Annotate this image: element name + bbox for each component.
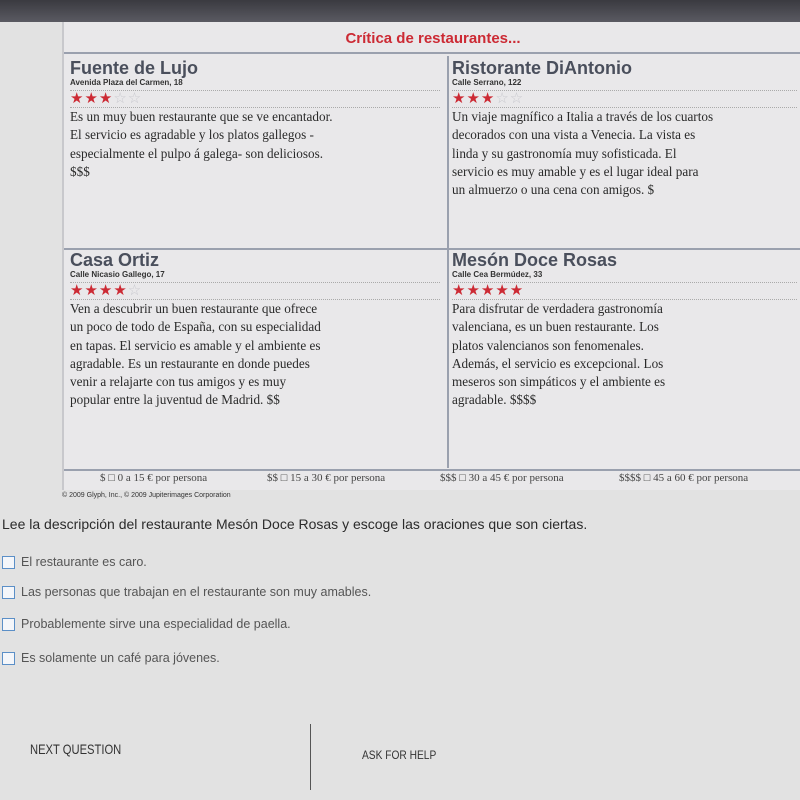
filled-stars-icon: ★★★★★ — [452, 282, 525, 299]
option-friendly-staff[interactable] — [2, 585, 371, 599]
restaurant-card-casa-ortiz — [70, 250, 440, 410]
option-paella[interactable] — [2, 617, 291, 631]
filled-stars-icon: ★★★ — [70, 90, 114, 107]
checkbox[interactable] — [2, 586, 15, 599]
checkbox[interactable] — [2, 556, 15, 569]
restaurant-name: Casa Ortiz — [70, 250, 160, 270]
restaurant-name: Fuente de Lujo — [70, 58, 198, 78]
next-question-button[interactable]: NEXT QUESTION — [30, 741, 122, 757]
option-label: Las personas que trabajan en el restaurante son muy amables. — [21, 585, 372, 599]
ask-for-help-button[interactable]: ASK FOR HELP — [362, 748, 437, 762]
checkbox[interactable] — [2, 618, 15, 631]
restaurant-description: Ven a descubrir un buen restaurante que ofrece un poco de todo de España, con su especialidad en tapas. El servicio es amable y el ambiente es agradable. Es un restaurante en donde puedes venir a relajarte con tus amigos y es muy popular entre la juventud de Madrid. $$ — [70, 301, 321, 408]
restaurant-name: Ristorante DiAntonio — [452, 58, 632, 78]
star-rating — [70, 282, 440, 300]
empty-stars-icon: ☆☆ — [495, 90, 525, 107]
legend-divider — [64, 469, 800, 471]
empty-stars-icon: ☆ — [127, 282, 143, 299]
option-expensive[interactable] — [2, 555, 147, 569]
star-rating — [452, 282, 797, 300]
restaurant-description: Es un muy buen restaurante que se ve encantador. El servicio es agradable y los platos gallegos -especialmente el pulpo á galega- son deliciosos. $$$ — [70, 109, 333, 179]
option-cafe-for-youth[interactable] — [2, 651, 220, 665]
filled-stars-icon: ★★★ — [452, 90, 496, 107]
checkbox[interactable] — [2, 652, 15, 665]
restaurant-card-fuente-de-lujo — [70, 58, 440, 181]
footer-divider — [310, 724, 311, 790]
option-label: El restaurante es caro. — [21, 555, 147, 569]
empty-stars-icon: ☆☆ — [113, 90, 143, 107]
restaurant-description: Un viaje magnífico a Italia a través de los cuartos decorados con una vista a Venecia. La vista es linda y su gastronomía muy sofisticada. El servicio es muy amable y es el lugar ideal para un almuerzo o una cena con amigos. $ — [452, 109, 714, 198]
restaurant-address: Calle Serrano, 122 — [452, 78, 522, 87]
question-prompt: Lee la descripción del restaurante Mesón Doce Rosas y escoge las oraciones que son ciertas. — [2, 516, 588, 532]
star-rating — [70, 90, 440, 108]
restaurant-address: Calle Cea Bermúdez, 33 — [452, 270, 543, 279]
filled-stars-icon: ★★★★ — [70, 282, 128, 299]
restaurant-review-ad — [62, 22, 800, 490]
price-legend-item: $ □ 0 a 15 € por persona — [100, 472, 208, 484]
restaurant-address: Calle Nicasio Gallego, 17 — [70, 270, 165, 279]
option-label: Es solamente un café para jóvenes. — [21, 651, 220, 665]
price-legend-item: $$$ □ 30 a 45 € por persona — [440, 472, 564, 484]
restaurant-description: Para disfrutar de verdadera gastronomía valenciana, es un buen restaurante. Los platos valencianos son fenomenales. Además, el servicio es excepcional. Los meseros son simpáticos y el ambiente es agradable. $$$$ — [452, 301, 666, 408]
copyright-text: © 2009 Glyph, Inc., © 2009 Jupiterimages Corporation — [62, 492, 231, 499]
ad-title: Crítica de restaurantes... — [64, 26, 800, 54]
price-legend-item: $$ □ 15 a 30 € por persona — [267, 472, 386, 484]
restaurant-name: Mesón Doce Rosas — [452, 250, 618, 270]
restaurant-address: Avenida Plaza del Carmen, 18 — [70, 78, 183, 87]
price-legend — [62, 472, 800, 488]
star-rating — [452, 90, 797, 108]
price-legend-item: $$$$ □ 45 a 60 € por persona — [619, 472, 749, 484]
restaurant-card-ristorante-diantonio — [452, 58, 797, 199]
option-label: Probablemente sirve una especialidad de paella. — [21, 617, 291, 631]
restaurant-card-meson-doce-rosas — [452, 250, 797, 410]
window-top-frame — [0, 0, 800, 22]
column-divider — [447, 56, 449, 468]
